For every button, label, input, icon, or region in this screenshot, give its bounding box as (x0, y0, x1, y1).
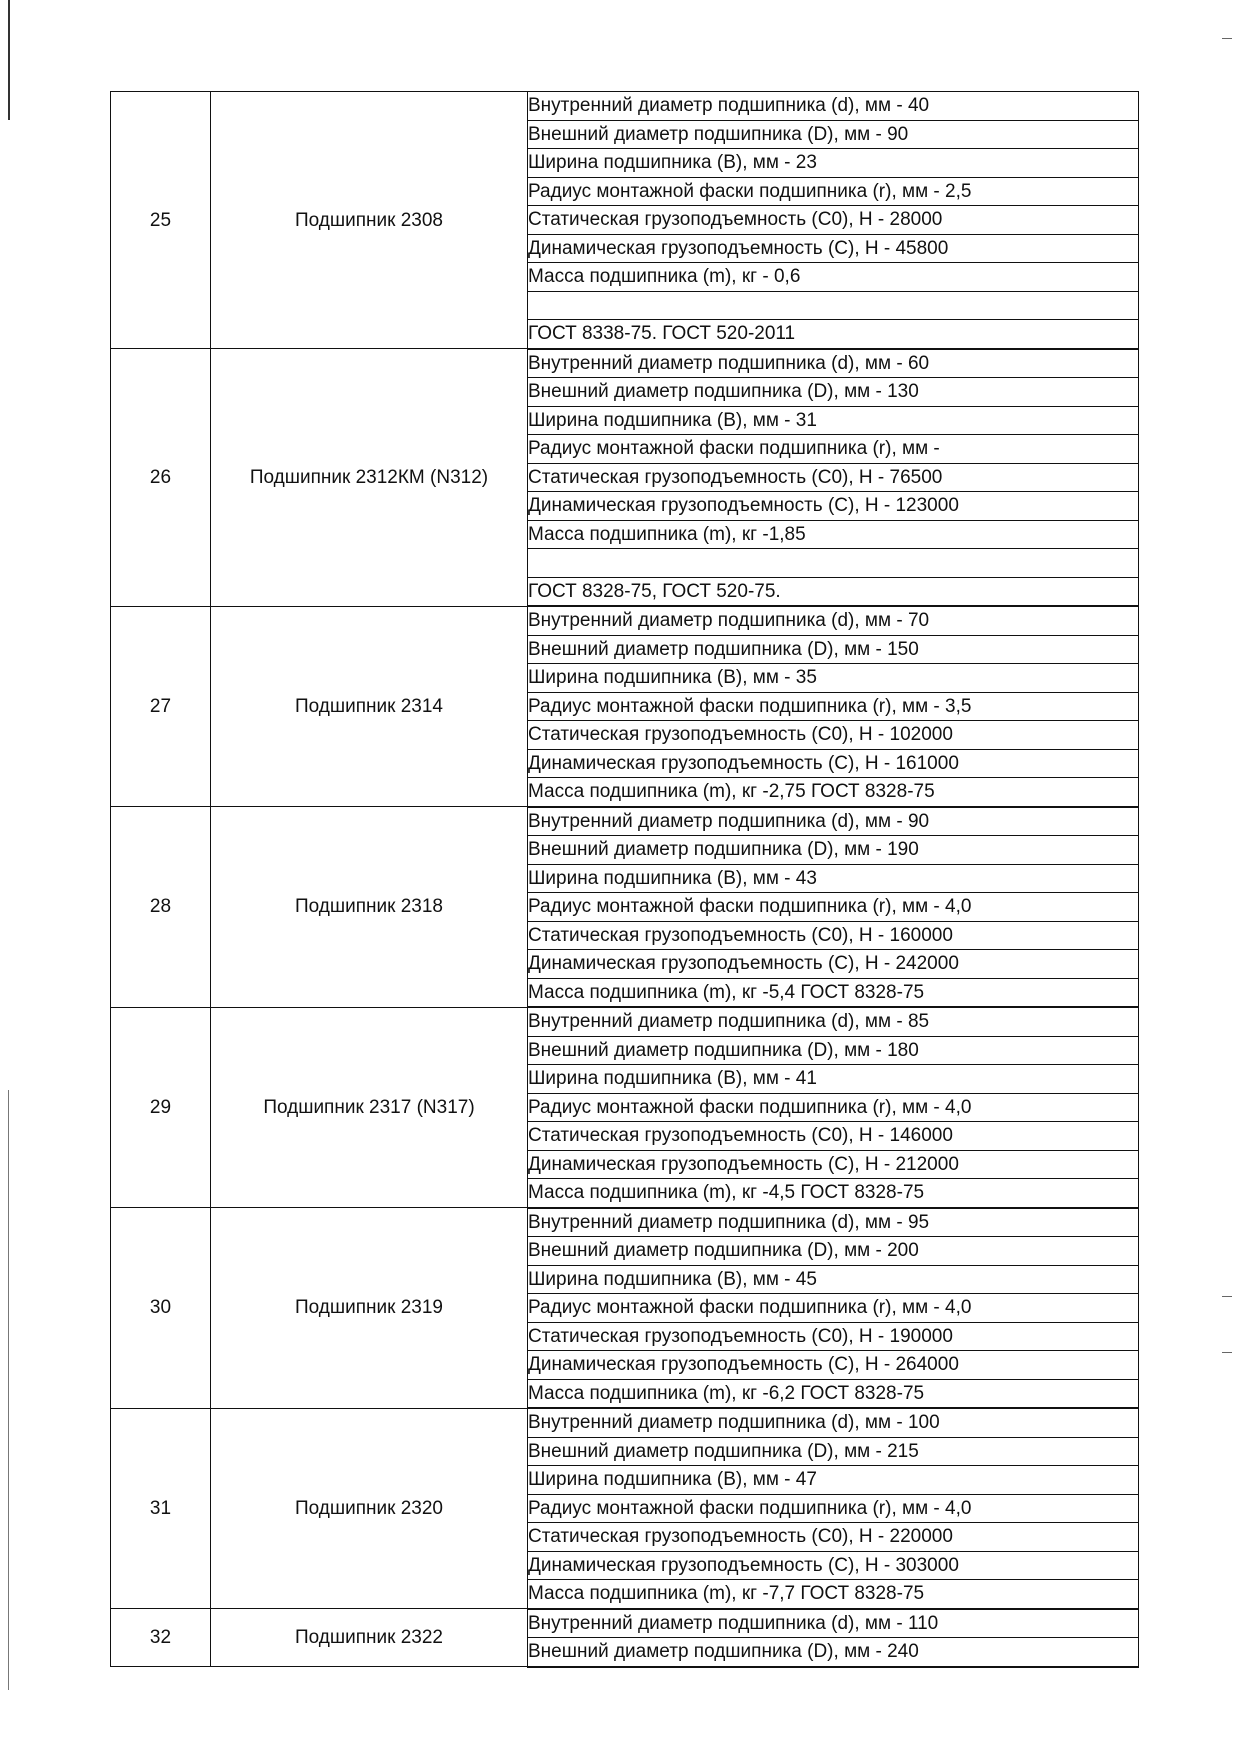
scan-edge-left-lower (8, 1090, 9, 1690)
property-cell: Масса подшипника (m), кг - 0,6 (528, 263, 1139, 292)
property-cell: Внешний диаметр подшипника (D), мм - 215 (528, 1437, 1139, 1466)
property-cell: ГОСТ 8328-75, ГОСТ 520-75. (528, 577, 1139, 606)
item-number: 28 (111, 807, 211, 1008)
item-name: Подшипник 2319 (211, 1208, 528, 1409)
property-cell: Динамическая грузоподъемность (C), Н - 161000 (528, 749, 1139, 778)
property-cell (528, 291, 1139, 320)
property-cell: Масса подшипника (m), кг -2,75 ГОСТ 8328-75 (528, 778, 1139, 807)
property-cell: Динамическая грузоподъемность (C), Н - 303000 (528, 1551, 1139, 1580)
property-cell: Статическая грузоподъемность (C0), Н - 76500 (528, 463, 1139, 492)
margin-mark (1222, 1352, 1232, 1353)
property-cell: Внутренний диаметр подшипника (d), мм - 60 (528, 349, 1139, 378)
property-cell: Динамическая грузоподъемность (C), Н - 212000 (528, 1150, 1139, 1179)
property-cell: Статическая грузоподъемность (C0), Н - 28000 (528, 206, 1139, 235)
property-cell: Внешний диаметр подшипника (D), мм - 190 (528, 836, 1139, 865)
property-cell: Радиус монтажной фаски подшипника (r), мм - (528, 435, 1139, 464)
property-cell: Внешний диаметр подшипника (D), мм - 200 (528, 1237, 1139, 1266)
property-cell: Ширина подшипника (B), мм - 35 (528, 664, 1139, 693)
property-cell: Статическая грузоподъемность (C0), Н - 190000 (528, 1322, 1139, 1351)
spec-row (111, 1609, 1139, 1638)
item-number: 26 (111, 349, 211, 607)
property-cell: Ширина подшипника (B), мм - 41 (528, 1065, 1139, 1094)
property-cell: Радиус монтажной фаски подшипника (r), мм - 4,0 (528, 1294, 1139, 1323)
property-cell: Внутренний диаметр подшипника (d), мм - 70 (528, 606, 1139, 635)
bearings-spec-table (110, 91, 1139, 1668)
property-cell: Динамическая грузоподъемность (C), Н - 264000 (528, 1351, 1139, 1380)
spec-row (111, 1408, 1139, 1437)
item-name: Подшипник 2308 (211, 92, 528, 349)
spec-row (111, 92, 1139, 121)
property-cell: Статическая грузоподъемность (C0), Н - 160000 (528, 921, 1139, 950)
item-number: 31 (111, 1408, 211, 1609)
item-number: 32 (111, 1609, 211, 1667)
item-name: Подшипник 2312КМ (N312) (211, 349, 528, 607)
item-name: Подшипник 2322 (211, 1609, 528, 1667)
item-name: Подшипник 2318 (211, 807, 528, 1008)
spec-row (111, 1208, 1139, 1237)
property-cell: Внутренний диаметр подшипника (d), мм - 100 (528, 1408, 1139, 1437)
scan-edge-left (8, 0, 10, 120)
property-cell: Масса подшипника (m), кг -4,5 ГОСТ 8328-75 (528, 1179, 1139, 1208)
property-cell: Внутренний диаметр подшипника (d), мм - 110 (528, 1609, 1139, 1638)
property-cell: Масса подшипника (m), кг -5,4 ГОСТ 8328-75 (528, 978, 1139, 1007)
item-number: 27 (111, 606, 211, 807)
spec-row (111, 807, 1139, 836)
property-cell: Радиус монтажной фаски подшипника (r), мм - 2,5 (528, 177, 1139, 206)
property-cell: Масса подшипника (m), кг -1,85 (528, 520, 1139, 549)
item-number: 29 (111, 1007, 211, 1208)
spec-row (111, 349, 1139, 378)
property-cell: Статическая грузоподъемность (C0), Н - 146000 (528, 1122, 1139, 1151)
margin-mark (1222, 1296, 1232, 1297)
spec-row (111, 1007, 1139, 1036)
property-cell: Внутренний диаметр подшипника (d), мм - 40 (528, 92, 1139, 121)
spec-row (111, 606, 1139, 635)
margin-mark (1222, 38, 1232, 39)
property-cell: Статическая грузоподъемность (C0), Н - 102000 (528, 721, 1139, 750)
property-cell (528, 549, 1139, 578)
property-cell: Динамическая грузоподъемность (C), Н - 45800 (528, 234, 1139, 263)
property-cell: Радиус монтажной фаски подшипника (r), мм - 4,0 (528, 1494, 1139, 1523)
property-cell: Динамическая грузоподъемность (C), Н - 123000 (528, 492, 1139, 521)
item-number: 25 (111, 92, 211, 349)
property-cell: Радиус монтажной фаски подшипника (r), мм - 3,5 (528, 692, 1139, 721)
property-cell: Внешний диаметр подшипника (D), мм - 240 (528, 1638, 1139, 1667)
property-cell: Внутренний диаметр подшипника (d), мм - 95 (528, 1208, 1139, 1237)
item-number: 30 (111, 1208, 211, 1409)
property-cell: Ширина подшипника (B), мм - 31 (528, 406, 1139, 435)
item-name: Подшипник 2317 (N317) (211, 1007, 528, 1208)
item-name: Подшипник 2314 (211, 606, 528, 807)
property-cell: Масса подшипника (m), кг -6,2 ГОСТ 8328-75 (528, 1379, 1139, 1408)
property-cell: Ширина подшипника (B), мм - 23 (528, 149, 1139, 178)
property-cell: Радиус монтажной фаски подшипника (r), мм - 4,0 (528, 1093, 1139, 1122)
property-cell: Внешний диаметр подшипника (D), мм - 150 (528, 635, 1139, 664)
property-cell: Динамическая грузоподъемность (C), Н - 242000 (528, 950, 1139, 979)
property-cell: ГОСТ 8338-75. ГОСТ 520-2011 (528, 320, 1139, 349)
property-cell: Масса подшипника (m), кг -7,7 ГОСТ 8328-75 (528, 1580, 1139, 1609)
property-cell: Внутренний диаметр подшипника (d), мм - 90 (528, 807, 1139, 836)
property-cell: Ширина подшипника (B), мм - 47 (528, 1466, 1139, 1495)
property-cell: Внешний диаметр подшипника (D), мм - 90 (528, 120, 1139, 149)
item-name: Подшипник 2320 (211, 1408, 528, 1609)
property-cell: Ширина подшипника (B), мм - 45 (528, 1265, 1139, 1294)
property-cell: Радиус монтажной фаски подшипника (r), мм - 4,0 (528, 893, 1139, 922)
property-cell: Внешний диаметр подшипника (D), мм - 180 (528, 1036, 1139, 1065)
property-cell: Внешний диаметр подшипника (D), мм - 130 (528, 378, 1139, 407)
spec-table-body (111, 92, 1139, 1667)
property-cell: Статическая грузоподъемность (C0), Н - 220000 (528, 1523, 1139, 1552)
property-cell: Ширина подшипника (B), мм - 43 (528, 864, 1139, 893)
property-cell: Внутренний диаметр подшипника (d), мм - 85 (528, 1007, 1139, 1036)
